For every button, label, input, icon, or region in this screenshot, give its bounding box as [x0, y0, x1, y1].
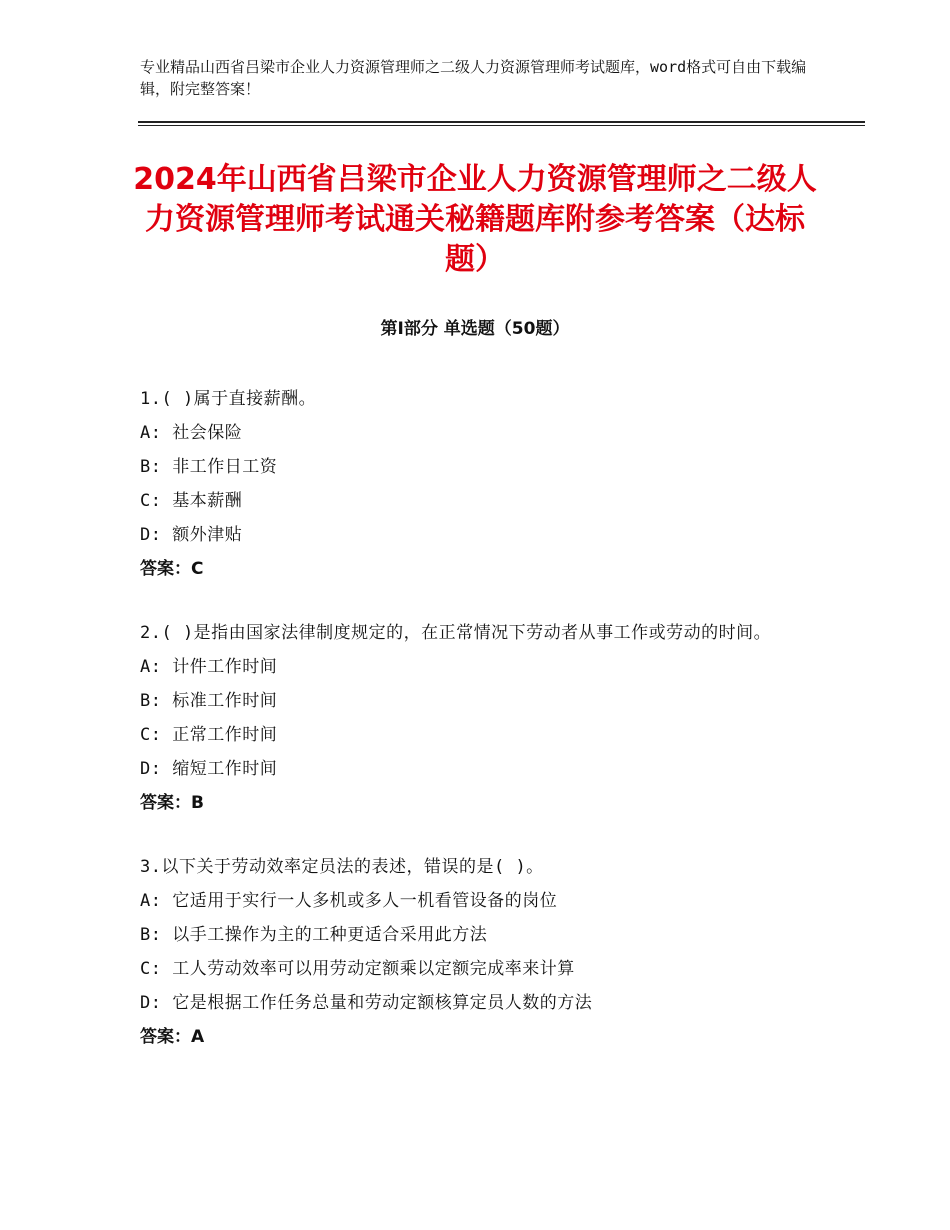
- option-b: B: 标准工作时间: [140, 691, 278, 711]
- answer-line: 答案：C: [140, 559, 204, 579]
- section-title: 第Ⅰ部分 单选题（50题）: [380, 319, 570, 339]
- option-a: A: 它适用于实行一人多机或多人一机看管设备的岗位: [140, 891, 558, 911]
- option-d: D: 额外津贴: [140, 525, 243, 545]
- question-list: [140, 382, 820, 1084]
- document-title: 2024年山西省吕梁市企业人力资源管理师之二级人力资源管理师考试通关秘籍题库附参考答案（达标题）: [133, 162, 817, 277]
- option-a: A: 计件工作时间: [140, 657, 278, 677]
- answer-line: 答案：A: [140, 1027, 205, 1047]
- option-b: B: 非工作日工资: [140, 457, 278, 477]
- question-stem: 1.( )属于直接薪酬。: [140, 389, 317, 409]
- option-c: C: 正常工作时间: [140, 725, 278, 745]
- option-a: A: 社会保险: [140, 423, 243, 443]
- option-b: B: 以手工操作为主的工种更适合采用此方法: [140, 925, 488, 945]
- header-rule-thin: [138, 125, 865, 126]
- question-stem: 3.以下关于劳动效率定员法的表述，错误的是( )。: [140, 857, 544, 877]
- answer-line: 答案：B: [140, 793, 204, 813]
- question-stem: 2.( )是指由国家法律制度规定的，在正常情况下劳动者从事工作或劳动的时间。: [140, 623, 772, 643]
- option-c: C: 工人劳动效率可以用劳动定额乘以定额完成率来计算: [140, 959, 575, 979]
- header-rule-thick: [138, 121, 865, 123]
- question-3: [140, 850, 820, 1054]
- option-d: D: 缩短工作时间: [140, 759, 278, 779]
- question-2: [140, 616, 820, 820]
- option-c: C: 基本薪酬: [140, 491, 243, 511]
- question-1: [140, 382, 820, 586]
- header-note: 专业精品山西省吕梁市企业人力资源管理师之二级人力资源管理师考试题库，word格式可自由下载编辑，附完整答案！: [140, 58, 807, 98]
- option-d: D: 它是根据工作任务总量和劳动定额核算定员人数的方法: [140, 993, 593, 1013]
